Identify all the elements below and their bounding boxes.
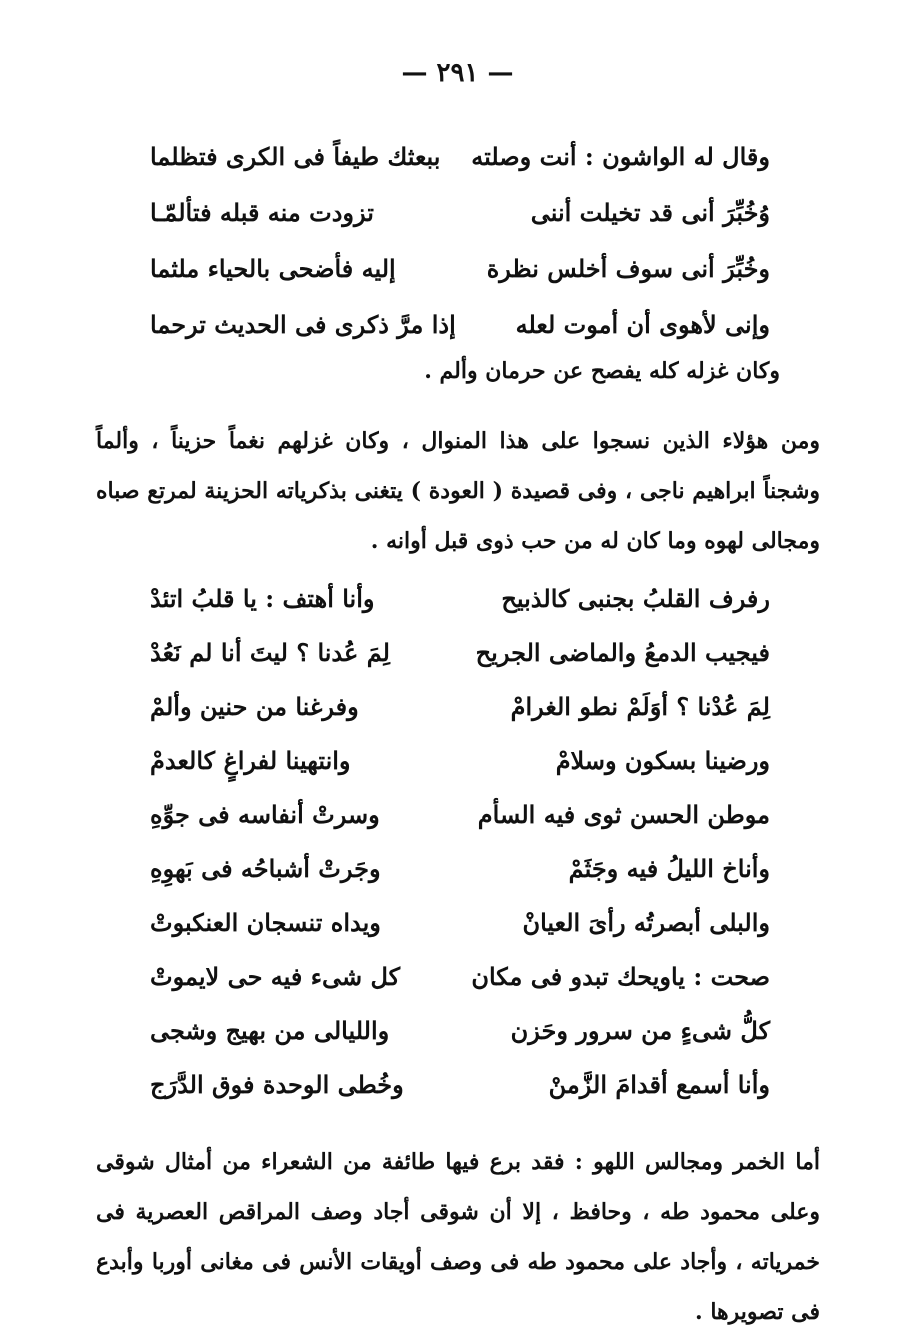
verse-line	[150, 733, 770, 787]
second-hemistich: كل شىء فيه حى لايموتْ	[150, 961, 401, 991]
first-hemistich: موطن الحسن ثوى فيه السأم	[477, 799, 770, 829]
second-hemistich: إذا مرَّ ذكرى فى الحديث ترحما	[150, 309, 456, 339]
verse-line	[150, 1057, 770, 1111]
verse-line	[150, 1003, 770, 1057]
second-hemistich: لِمَ عُدنا ؟ ليتَ أنا لم نَعُدْ	[150, 637, 390, 667]
first-hemistich: وُخُبِّرَ أنى قد تخيلت أننى	[530, 197, 770, 227]
prose-paragraph-2	[96, 416, 820, 566]
paragraph-text: أما الخمر ومجالس اللهو : فقد برع فيها طائفة من الشعراء من أمثال شوقى وعلى محمود طه ، وحافظ ، إلا أن شوقى أجاد وصف المراقص العصرية فى خمرياته ، وأجاد على محمود طه فى وصف أويقات الأنس فى مغانى أوربا وأبدع فى تصويرها .	[96, 1149, 820, 1325]
verse-line	[150, 240, 770, 296]
first-hemistich: وإنى لأهوى أن أموت لعله	[515, 309, 770, 339]
second-hemistich: ببعثك طيفاً فى الكرى فتظلما	[150, 141, 441, 171]
first-hemistich: وأنا أسمع أقدامَ الزَّمنْ	[548, 1069, 770, 1099]
poem-block-2	[150, 571, 770, 1111]
verse-line	[150, 787, 770, 841]
second-hemistich: وأنا أهتف : يا قلبُ اتئدْ	[150, 583, 375, 613]
second-hemistich: وانتهينا لفراغٍ كالعدمْ	[150, 745, 351, 775]
verse-line	[150, 841, 770, 895]
paragraph-text: ومن هؤلاء الذين نسجوا على هذا المنوال ، وكان غزلهم نغماً حزيناً ، وألماً وشجناً ابراهيم ناجى ، وفى قصيدة ( العودة ) يتغنى بذكرياته الحزينة لمرتع صباه ومجالى لهوه وما كان له من حب ذوى قبل أوانه .	[96, 428, 820, 554]
prose-paragraph-3	[96, 1137, 820, 1337]
first-hemistich: صحت : ياويحك تبدو فى مكان	[471, 961, 770, 991]
poem-block-1	[150, 128, 770, 352]
second-hemistich: تزودت منه قبله فتألمّـا	[150, 197, 374, 227]
second-hemistich: وخُطى الوحدة فوق الدَّرَج	[150, 1069, 404, 1099]
verse-line	[150, 184, 770, 240]
first-hemistich: وخُبِّرَ أنى سوف أخلس نظرة	[486, 253, 770, 283]
second-hemistich: والليالى من بهيج وشجى	[150, 1015, 390, 1045]
verse-line	[150, 679, 770, 733]
first-hemistich: ورضينا بسكون وسلامْ	[555, 745, 770, 775]
second-hemistich: ويداه تنسجان العنكبوتْ	[150, 907, 381, 937]
verse-line	[150, 571, 770, 625]
first-hemistich: وقال له الواشون : أنت وصلته	[471, 141, 770, 171]
verse-line	[150, 949, 770, 1003]
first-hemistich: وأناخ الليلُ فيه وجَثَمْ	[568, 853, 770, 883]
second-hemistich: وسرتْ أنفاسه فى جوِّهِ	[150, 799, 380, 829]
verse-line	[150, 296, 770, 352]
first-hemistich: والبلى أبصرتُه رأىَ العيانْ	[522, 907, 770, 937]
first-hemistich: كلُّ شىءٍ من سرور وحَزن	[510, 1015, 770, 1045]
second-hemistich: إليه فأضحى بالحياء ملثما	[150, 253, 396, 283]
second-hemistich: وفرغنا من حنين وألمْ	[150, 691, 359, 721]
verse-line	[150, 625, 770, 679]
prose-paragraph-1	[400, 346, 780, 396]
verse-line	[150, 128, 770, 184]
page-number: — ٢٩١ —	[401, 58, 514, 88]
first-hemistich: فيجيب الدمعُ والماضى الجريح	[475, 637, 770, 667]
second-hemistich: وجَرتْ أشباحُه فى بَهوِهِ	[150, 853, 381, 883]
first-hemistich: رفرف القلبُ بجنبى كالذبيح	[501, 583, 770, 613]
first-hemistich: لِمَ عُدْنا ؟ أوَلَمْ نطو الغرامْ	[510, 691, 770, 721]
verse-line	[150, 895, 770, 949]
paragraph-text: وكان غزله كله يفصح عن حرمان وألم .	[424, 358, 780, 384]
